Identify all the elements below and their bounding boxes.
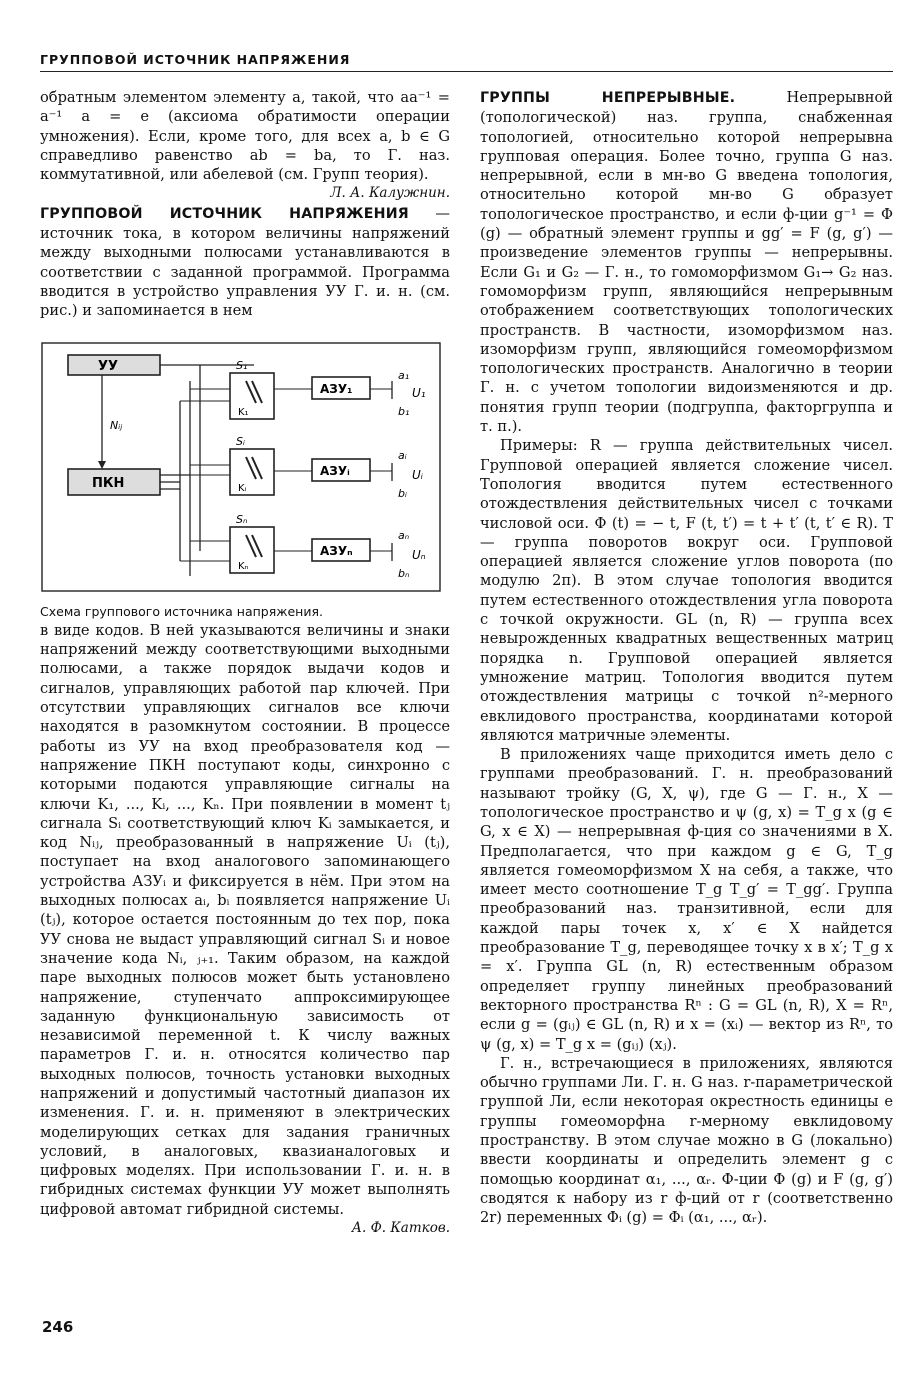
signature-katkov: А. Ф. Катков.	[351, 1220, 450, 1237]
paragraph-definition: — источник тока, в котором величины напряжений между выходными полюсами устанавливаются в соответствии с заданной программой. Программа вводится в устройство управления УУ Г. и. н. (см. рис.) и запоминается в нем	[40, 204, 450, 320]
row-i	[180, 435, 423, 500]
row-n	[180, 513, 426, 580]
svg-text:b₁: b₁	[398, 404, 410, 418]
row-1	[180, 359, 426, 419]
svg-text:bᵢ: bᵢ	[398, 486, 407, 500]
left-column	[40, 88, 450, 1238]
svg-text:a₁: a₁	[398, 368, 410, 382]
svg-text:aₙ: aₙ	[398, 528, 410, 542]
page-number: 246	[42, 1318, 74, 1336]
paragraph-right-3: В приложениях чаще приходится иметь дело с группами преобразований. Г. н. преобразований называют тройку (G, X, ψ), где G — Г. н., X — топологическое пространство и ψ (g, x) = T_g x (g ∈ G, x ∈ X) — непрерывная ф-ция со значениями в X. Предполагается, что при каждом g ∈ G, T_g является гомеоморфизмом X на себя, а также, что имеет место соотношение T_g T_g′ = T_gg′. Группа преобразований наз. транзитивной, если для каждой пары точек x, x′ ∈ X найдется преобразование T_g, переводящее точку x в x′; T_g x = x′. Группа GL (n, R) естественным образом определяет группу линейных преобразований векторного пространства Rⁿ : G = GL (n, R), X = Rⁿ, если g = (gᵢⱼ) ∈ GL (n, R) и x = (xᵢ) — вектор из Rⁿ, то ψ (g, x) = T_g x = (gᵢⱼ) (xⱼ).	[480, 746, 893, 1053]
svg-text:Uᵢ: Uᵢ	[412, 467, 423, 482]
paragraph-right-2: Примеры: R — группа действительных чисел. Групповой операцией является сложение чисел. Топология вводится путем естественного отождествления действительных чисел с точками числовой оси. Φ (t) = − t, F (t, t′) = t + t′ (t, t′ ∈ R). T — группа поворотов вокруг оси. Групповой операцией является сложение углов поворота (по модулю 2π). В этом случае топология вводится путем естественного отождествления угла поворота с точкой окружности. GL (n, R) — группа всех невырожденных квадратных вещественных матриц порядка n. Групповой операцией является умножение матриц. Топология вводится путем отождествления матрицы с точкой n²-мерного евклидового пространства, координатами которой являются матричные элементы.	[480, 437, 893, 744]
svg-text:АЗУ₁: АЗУ₁	[320, 381, 353, 396]
paragraph-body: в виде кодов. В ней указываются величины и знаки напряжений между соответствующими выходными полюсами, а также порядок выдачи кодов и сигналов, управляющих работой пар ключей. При отсутствии управляющих сигналов все ключи находятся в разомкнутом состоянии. В процессе работы из УУ на вход преобразователя код — напряжение ПКН поступают коды, синхронно с которыми подаются управляющие сигналы на ключи K₁, ..., Kᵢ, ..., Kₙ. При появлении в момент tⱼ сигнала Sᵢ соответствующий ключ Kᵢ замыкается, и код Nᵢⱼ, преобразованный в напряжение Uᵢ (tⱼ), поступает на вход аналогового запоминающего устройства АЗУᵢ и фиксируется в нём. При этом на выходных полюсах aᵢ, bᵢ появляется напряжение Uᵢ (tⱼ), которое остается постоянным до тех пор, пока УУ снова не выдаст управляющий сигнал Sᵢ и новое значение кода Nᵢ, ⱼ₊₁. Таким образом, на каждой паре выходных полюсов может быть установлено напряжение, ступенчато аппроксимирующее заданную функциональную зависимость от независимой переменной t. К числу важных параметров Г. и. н. относятся количество пар выходных полюсов, точность установки выходных напряжений и допустимый частотный диапазон их изменения. Г. и. н. применяют в электрических моделирующих сетках для задания граничных условий, в аналоговых, квазианалоговых и цифровых моделях. При использовании Г. и. н. в гибридных системах функции УУ может выполнять цифровой автомат гибридной системы.	[40, 621, 450, 1218]
paragraph-right-1: Непрерывной (топологической) наз. группа, снабженная топологией, относительно которой непрерывна групповая операция. Более точно, группа G наз. непрерывной, если в мн-во G введена топология, относительно которой мн-во G образует топологическое пространство, и если ф-ции g⁻¹ = Φ (g) — обратный элемент группы и gg′ = F (g, g′) — произведение элементов группы — непрерывны. Если G₁ и G₂ — Г. н., то гомоморфизмом G₁→ G₂ наз. гомоморфизм групп, являющийся непрерывным отображением соответствующих топологических пространств. В частности, изоморфизмом наз. изоморфизм групп, являющийся гомеоморфизмом топологических пространств. Аналогично в теории Г. н. с учетом топологии видоизменяются и др. понятия групп теории (подгруппа, факторгруппа и т. п.).	[480, 89, 893, 436]
right-column	[480, 88, 893, 1228]
svg-text:U₁: U₁	[412, 385, 426, 400]
figure-caption: Схема группового источника напряжения.	[40, 603, 323, 619]
pkn-label: ПКН	[92, 475, 125, 491]
nij-label: Nᵢⱼ	[110, 418, 123, 432]
uu-label: УУ	[98, 358, 119, 374]
article-heading: ГРУППОВОЙ ИСТОЧНИК НАПРЯЖЕНИЯ	[40, 205, 409, 222]
svg-text:S₁: S₁	[236, 358, 248, 372]
circuit-diagram-svg	[40, 341, 450, 596]
svg-text:АЗУᵢ: АЗУᵢ	[320, 463, 350, 478]
svg-text:Kₙ: Kₙ	[238, 560, 249, 572]
svg-text:aᵢ: aᵢ	[398, 448, 407, 462]
svg-text:Kᵢ: Kᵢ	[238, 482, 247, 494]
svg-text:Sᵢ: Sᵢ	[236, 434, 245, 448]
running-head: ГРУППОВОЙ ИСТОЧНИК НАПРЯЖЕНИЯ	[40, 52, 893, 72]
svg-text:Uₙ: Uₙ	[412, 547, 426, 562]
paragraph-right-4: Г. н., встречающиеся в приложениях, являются обычно группами Ли. Г. н. G наз. r-параметрической группой Ли, если некоторая окрестность единицы e группы гомеоморфна r-мерному евклидовому пространству. В этом случае можно в G (локально) ввести координаты и определить элемент g с помощью координат α₁, ..., αᵣ. Ф-ции Φ (g) и F (g, g′) сводятся к набору из r ф-ций от r (соответственно 2r) переменных Φᵢ (g) = Φᵢ (α₁, ..., αᵣ).	[480, 1054, 893, 1227]
circuit-diagram	[40, 341, 450, 596]
signature-kaluzhnin: Л. А. Калужнин.	[330, 185, 450, 202]
svg-text:bₙ: bₙ	[398, 566, 410, 580]
svg-text:K₁: K₁	[238, 406, 249, 418]
svg-text:АЗУₙ: АЗУₙ	[320, 543, 353, 558]
svg-text:Sₙ: Sₙ	[236, 512, 248, 526]
right-heading: ГРУППЫ НЕПРЕРЫВНЫЕ.	[480, 90, 736, 106]
paragraph-intro: обратным элементом элементу a, такой, что aa⁻¹ = a⁻¹ a = e (аксиома обратимости операции умножения). Если, кроме того, для всех a, b ∈ G справедливо равенство ab = ba, то Г. наз. коммутативной, или абелевой (см. Групп теория).	[40, 89, 450, 184]
